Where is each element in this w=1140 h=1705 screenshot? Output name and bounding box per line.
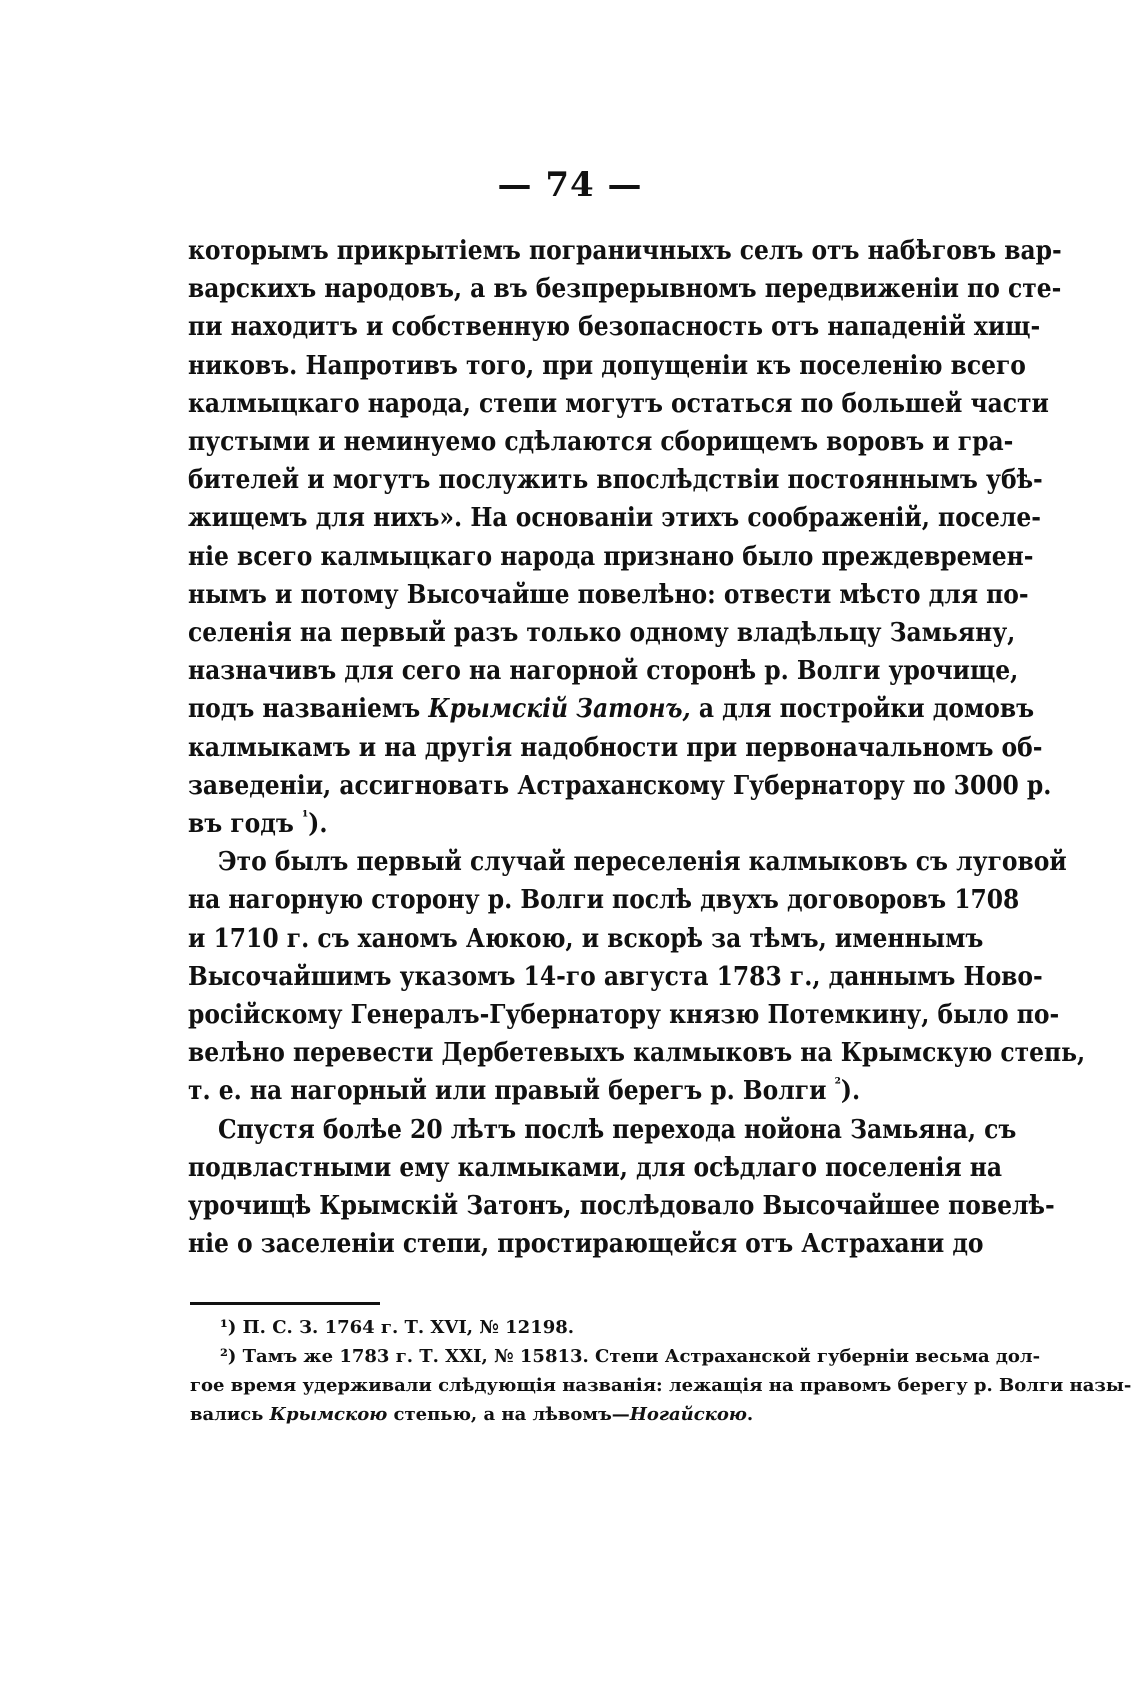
text-line-paragraph-start: Это былъ первый случай переселенія калмыковъ съ луговой — [218, 847, 1067, 878]
text-fragment: а для постройки домовъ — [698, 694, 1035, 725]
text-line: и 1710 г. съ ханомъ Аюкою, и вскорѣ за тѣмъ, именнымъ — [188, 923, 984, 954]
text-line: російскому Генералъ-Губернатору князю Потемкину, было по- — [188, 1000, 1060, 1031]
text-line-end-paragraph — [188, 805, 971, 843]
text-line: на нагорную сторону р. Волги послѣ двухъ договоровъ 1708 — [188, 885, 1020, 916]
footnote-fragment: . — [746, 1404, 754, 1425]
text-line: велѣно перевести Дербетевыхъ калмыковъ на Крымскую степь, — [188, 1038, 1086, 1069]
text-line: которымъ прикрытіемъ пограничныхъ селъ отъ набѣговъ вар- — [188, 236, 1062, 266]
italic-place-name: Ногайскою — [629, 1404, 747, 1425]
text-line: варскихъ народовъ, а въ безпрерывномъ передвиженіи по сте- — [188, 274, 1062, 305]
text-fragment: ). — [308, 809, 328, 840]
text-line: Высочайшимъ указомъ 14-го августа 1783 г., даннымъ Ново- — [188, 961, 1043, 992]
text-line-paragraph-start: Спустя болѣе 20 лѣтъ послѣ перехода нойона Замьяна, съ — [218, 1114, 1017, 1145]
text-line: жищемъ для нихъ». На основаніи этихъ соображеній, поселе- — [188, 503, 1041, 534]
text-line: нымъ и потому Высочайше повелѣно: отвести мѣсто для по- — [188, 579, 1029, 610]
footnote-ref: ¹ — [301, 807, 309, 827]
text-line: ніе всего калмыцкаго народа признано было преждевремен- — [188, 541, 1034, 572]
text-fragment: т. е. на нагорный или правый берегъ р. Волги — [188, 1076, 827, 1107]
text-line: ніе о заселеніи степи, простирающейся отъ Астрахани до — [188, 1229, 984, 1260]
text-line: калмыкамъ и на другія надобности при первоначальномъ об- — [188, 732, 1043, 763]
footnote-1: ¹) П. С. З. 1764 г. Т. XVI, № 12198. — [220, 1317, 575, 1338]
footnote-2-line-last — [190, 1400, 970, 1429]
text-line: бителей и могутъ послужить впослѣдствіи постояннымъ убѣ- — [188, 465, 1043, 496]
footnote-2-line: ²) Тамъ же 1783 г. Т. XXI, № 15813. Степи Астраханской губерніи весьма дол- — [220, 1346, 1041, 1367]
footnote-fragment: вались — [190, 1404, 264, 1425]
footnote-divider — [190, 1302, 380, 1305]
italic-place-name: Крымскій Затонъ, — [428, 694, 691, 725]
footnote-fragment: степью, а на лѣвомъ— — [393, 1404, 630, 1425]
text-line: калмыцкаго народа, степи могутъ остаться по большей части — [188, 388, 1049, 419]
italic-place-name: Крымскою — [269, 1404, 388, 1425]
body-text — [188, 232, 1086, 1263]
footnote-2-line: гое время удерживали слѣдующія названія: лежащія на правомъ берегу р. Волги назы- — [190, 1375, 1132, 1396]
text-line: урочищѣ Крымскій Затонъ, послѣдовало Высочайшее повелѣ- — [188, 1191, 1055, 1222]
text-fragment: подъ названіемъ — [188, 694, 421, 725]
text-line-end-paragraph — [188, 1072, 971, 1110]
text-line: назначивъ для сего на нагорной сторонѣ р. Волги урочище, — [188, 656, 1019, 687]
text-fragment: ). — [840, 1076, 861, 1107]
footnote-ref: ² — [834, 1074, 841, 1094]
footnotes — [190, 1313, 1132, 1429]
text-fragment: въ годъ — [188, 809, 294, 840]
text-line: подвластными ему калмыками, для осѣдлаго поселенія на — [188, 1152, 1003, 1183]
text-line: пи находитъ и собственную безопасность отъ нападеній хищ- — [188, 312, 1041, 343]
text-line: никовъ. Напротивъ того, при допущеніи къ поселенію всего — [188, 350, 1026, 381]
text-line: заведеніи, ассигновать Астраханскому Губернатору по 3000 р. — [188, 770, 1052, 801]
text-line: пустыми и неминуемо сдѣлаются сборищемъ воровъ и гра- — [188, 427, 1014, 458]
text-line: селенія на первый разъ только одному владѣльцу Замьяну, — [188, 618, 1016, 649]
text-line-mixed — [188, 690, 1035, 728]
page-number: — 74 — — [497, 165, 643, 205]
